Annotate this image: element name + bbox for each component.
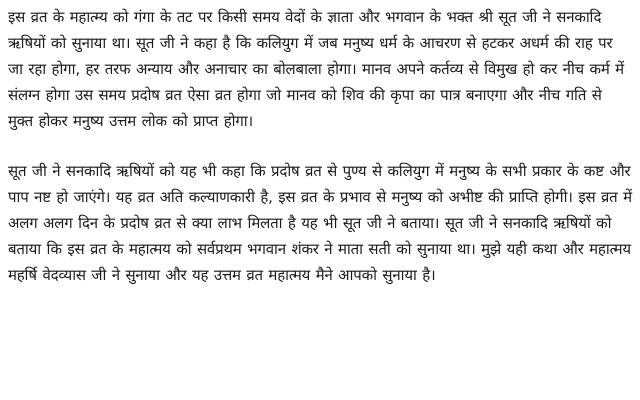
- paragraph-1: इस व्रत के महात्म्य को गंगा के तट पर किसी समय वेदों के ज्ञाता और भगवान के भक्त श्री सूत जी ने सनकादि ऋषियों को सुनाया था। सूत जी ने कहा है कि कलियुग में जब मनुष्य धर्म के आचरण से हटकर अधर्म की राह पर जा रहा होगा, हर तरफ अन्याय और अनाचार का बोलबाला होगा। मानव अपने कर्तव्य से विमुख हो कर नीच कर्म में संलग्न होगा उस समय प्रदोष व्रत ऐसा व्रत होगा जो मानव को शिव की कृपा का पात्र बनाएगा और नीच गति से मुक्त होकर मनुष्य उत्तम लोक को प्राप्त होगा।: [8, 8, 624, 130]
- paragraph-2: सूत जी ने सनकादि ऋषियों को यह भी कहा कि प्रदोष व्रत से पुण्य से कलियुग में मनुष्य के सभी प्रकार के कष्ट और पाप नष्ट हो जाएंगे। यह व्रत अति कल्याणकारी है, इस व्रत के प्रभाव से मनुष्य को अभीष्ट की प्राप्ति होगी। इस व्रत में अलग अलग दिन के प्रदोष व्रत से क्या लाभ मिलता है यह भी सूत जी ने बताया। सूत जी ने सनकादि ऋषियों को बताया कि इस व्रत के महात्मय को सर्वप्रथम भगवान शंकर ने माता सती को सुनाया था। मुझे यही कथा और महात्मय महर्षि वेदव्यास जी ने सुनाया और यह उत्तम व्रत महात्मय मैने आपको सुनाया है।: [8, 162, 632, 284]
